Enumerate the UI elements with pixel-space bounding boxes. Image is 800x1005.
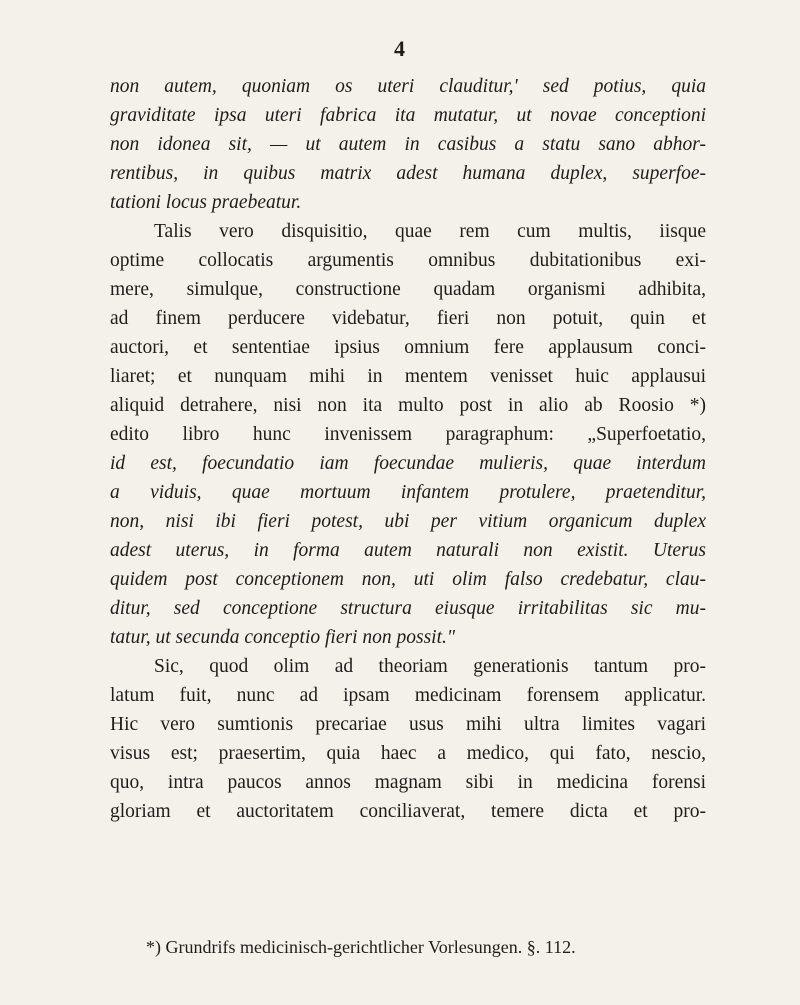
text-line: ad finem perducere videbatur, fieri non potuit, quin et	[110, 308, 706, 329]
text-line: latum fuit, nunc ad ipsam medicinam forensem applicatur.	[110, 685, 706, 706]
text-line: Talis vero disquisitio, quae rem cum multis, iisque	[154, 221, 706, 242]
paragraph-3	[110, 652, 706, 826]
quote-line: adest uterus, in forma autem naturali non existit. Uterus	[110, 540, 706, 561]
text-line: graviditate ipsa uteri fabrica ita mutatur, ut novae conceptioni	[110, 105, 706, 126]
paragraph-1	[110, 72, 706, 217]
text-line: Sic, quod olim ad theoriam generationis tantum pro-	[154, 656, 706, 677]
quote-line: ditur, sed conceptione structura eiusque irritabilitas sic mu-	[110, 598, 706, 619]
text-line: Hic vero sumtionis precariae usus mihi ultra limites vagari	[110, 714, 706, 735]
text-line: visus est; praesertim, quia haec a medico, qui fato, nescio,	[110, 743, 706, 764]
text-line: mere, simulque, constructione quadam organismi adhibita,	[110, 279, 706, 300]
text-line: non autem, quoniam os uteri clauditur,' sed potius, quia	[110, 76, 706, 97]
body-text	[110, 72, 706, 826]
text-line: non idonea sit, — ut autem in casibus a statu sano abhor-	[110, 134, 706, 155]
text-line: tationi locus praebeatur.	[110, 192, 302, 213]
quote-line: a viduis, quae mortuum infantem protulere, praetenditur,	[110, 482, 706, 503]
paragraph-2	[110, 217, 706, 652]
text-line: optime collocatis argumentis omnibus dubitationibus exi-	[110, 250, 706, 271]
page-number: 4	[394, 36, 406, 61]
quote-line: tatur, ut secunda conceptio fieri non possit."	[110, 627, 456, 648]
text-line: gloriam et auctoritatem conciliaverat, temere dicta et pro-	[110, 801, 706, 822]
quote-line: id est, foecundatio iam foecundae mulieris, quae interdum	[110, 453, 706, 474]
text-line: liaret; et nunquam mihi in mentem venisset huic applausui	[110, 366, 706, 387]
quote-line: non, nisi ibi fieri potest, ubi per vitium organicum duplex	[110, 511, 706, 532]
footnote: *) Grundrifs medicinisch-gerichtlicher Vorlesungen. §. 112.	[146, 937, 576, 957]
text-line: edito libro hunc invenissem paragraphum: „Superfoetatio,	[110, 424, 706, 445]
text-line: aliquid detrahere, nisi non ita multo post in alio ab Roosio *)	[110, 395, 706, 416]
text-line: auctori, et sententiae ipsius omnium fere applausum conci-	[110, 337, 706, 358]
text-line: rentibus, in quibus matrix adest humana duplex, superfoe-	[110, 163, 706, 184]
text-line: quo, intra paucos annos magnam sibi in medicina forensi	[110, 772, 706, 793]
quote-line: quidem post conceptionem non, uti olim falso credebatur, clau-	[110, 569, 706, 590]
